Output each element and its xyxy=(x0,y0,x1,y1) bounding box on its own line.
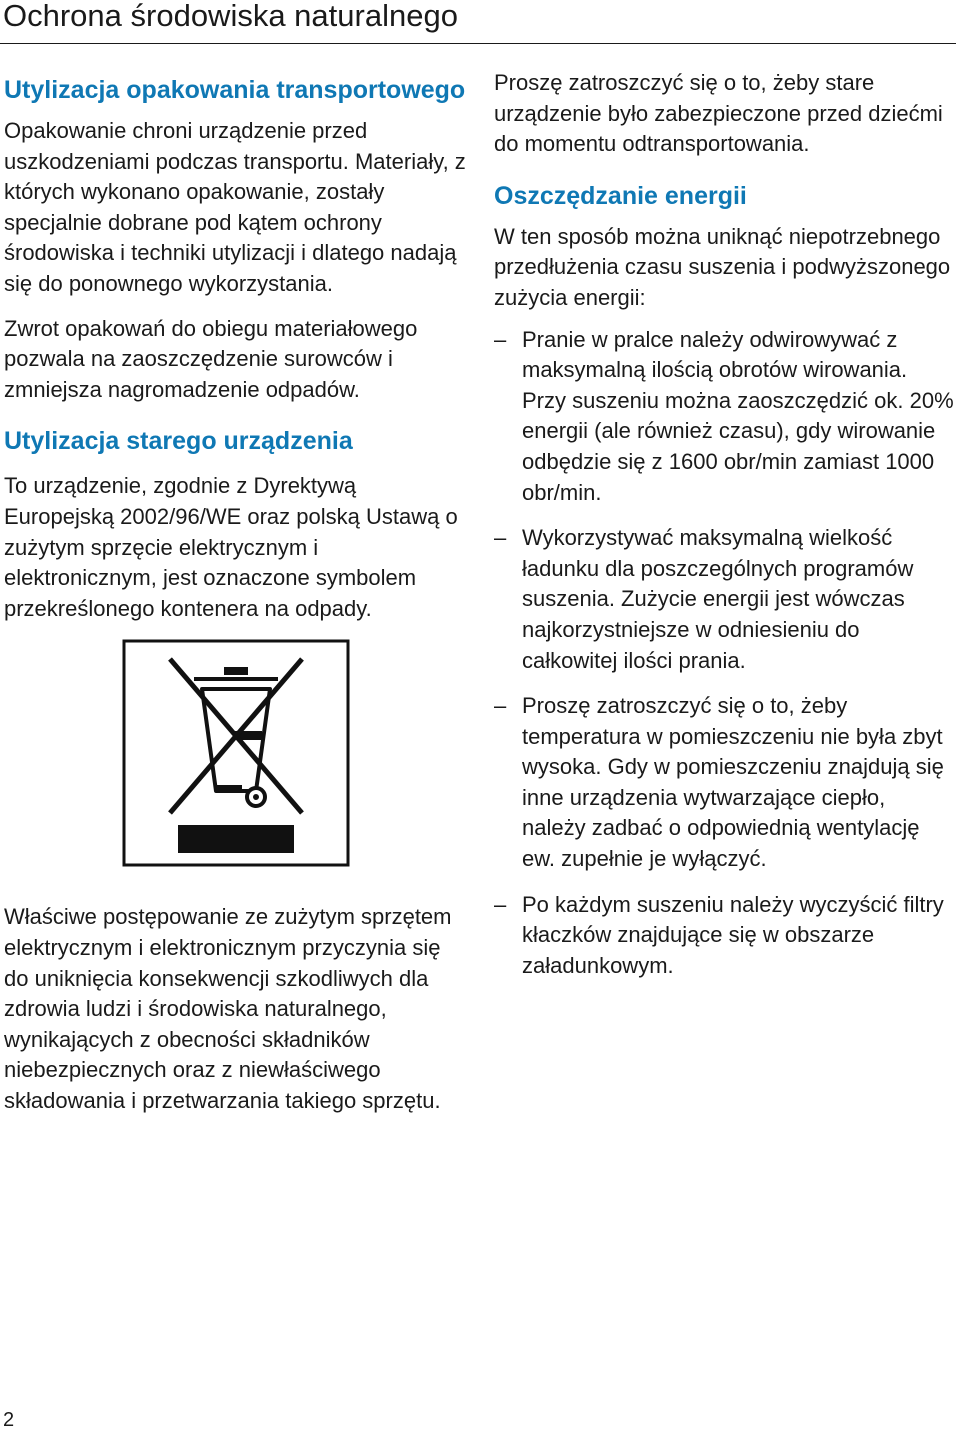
page-title: Ochrona środowiska naturalnego xyxy=(3,0,458,33)
list-item xyxy=(494,691,954,875)
paragraph-energy-intro: W ten sposób można uniknąć niepotrzebnego przedłużenia czasu suszenia i podwyższonego zużycia energii: xyxy=(494,223,951,310)
right-column xyxy=(494,68,954,996)
list-item xyxy=(494,523,954,676)
left-column xyxy=(4,68,466,1116)
list-item xyxy=(494,890,954,982)
paragraph-weee-directive: To urządzenie, zgodnie z Dyrektywą Europejską 2002/96/WE oraz polską Ustawą o zużytym sprzęcie elektrycznym i elektronicznym, jest oznaczone symbolem przekreślonego kontenera na odpady. xyxy=(4,473,458,621)
list-item-text: – Po każdym suszeniu należy wyczyścić filtry kłaczków znajdujące się w obszarze załadunkowym. xyxy=(522,891,944,978)
paragraph-child-safety: Proszę zatroszczyć się o to, żeby stare urządzenie było zabezpieczone przed dziećmi do momentu odtransportowania. xyxy=(494,70,943,157)
list-item-text: – Wykorzystywać maksymalną wielkość ładunku dla poszczególnych programów suszenia. Zużycie energii jest wówczas najkorzystniejsze w odniesieniu do całkowitej ilości prania. xyxy=(522,525,914,673)
paragraph-proper-handling: Właściwe postępowanie ze zużytym sprzętem elektrycznym i elektronicznym przyczynia się do uniknięcia konsekwencji szkodliwych dla zdrowia ludzi i środowiska naturalnego, wynikających z obecności składników niebezpiecznych oraz z niewłaściwego składowania i przetwarzania takiego sprzętu. xyxy=(4,904,452,1113)
crossed-out-wheeled-bin-icon xyxy=(122,639,350,867)
list-item xyxy=(494,325,954,509)
heading-transport-packaging: Utylizacja opakowania transportowego xyxy=(4,76,466,104)
paragraph-packaging-recycling: Zwrot opakowań do obiegu materiałowego pozwala na zaoszczędzenie surowców i zmniejsza nagromadzenie odpadów. xyxy=(4,315,418,402)
paragraph-packaging-protection: Opakowanie chroni urządzenie przed uszkodzeniami podczas transportu. Materiały, z których wykonano opakowanie, zostały specjalnie dobrane pod kątem ochrony środowiska i techniki utylizacji i dlatego nadają się do ponownego wykorzystania. xyxy=(4,118,466,296)
heading-energy-saving: Oszczędzanie energii xyxy=(494,181,747,210)
list-item-text: – Proszę zatroszczyć się o to, żeby temperatura w pomieszczeniu nie była zbyt wysoka. Gdy w pomieszczeniu znajdują się inne urządzenia wytwarzające ciepło, należy zadbać o odpowiednią wentylację ew. zupełnie je wyłączyć. xyxy=(522,693,944,872)
energy-tips-list xyxy=(494,325,954,982)
list-item-text: – Pranie w pralce należy odwirowywać z maksymalną ilością obrotów wirowania. Przy suszeniu można zaoszczędzić ok. 20% energii (ale również czasu), gdy wirowanie odbędzie się z 1600 obr/min zamiast 1000 obr/min. xyxy=(522,326,954,505)
title-divider xyxy=(0,43,956,44)
page-number: 2 xyxy=(3,1409,15,1431)
heading-old-appliance-disposal: Utylizacja starego urządzenia xyxy=(4,427,353,456)
